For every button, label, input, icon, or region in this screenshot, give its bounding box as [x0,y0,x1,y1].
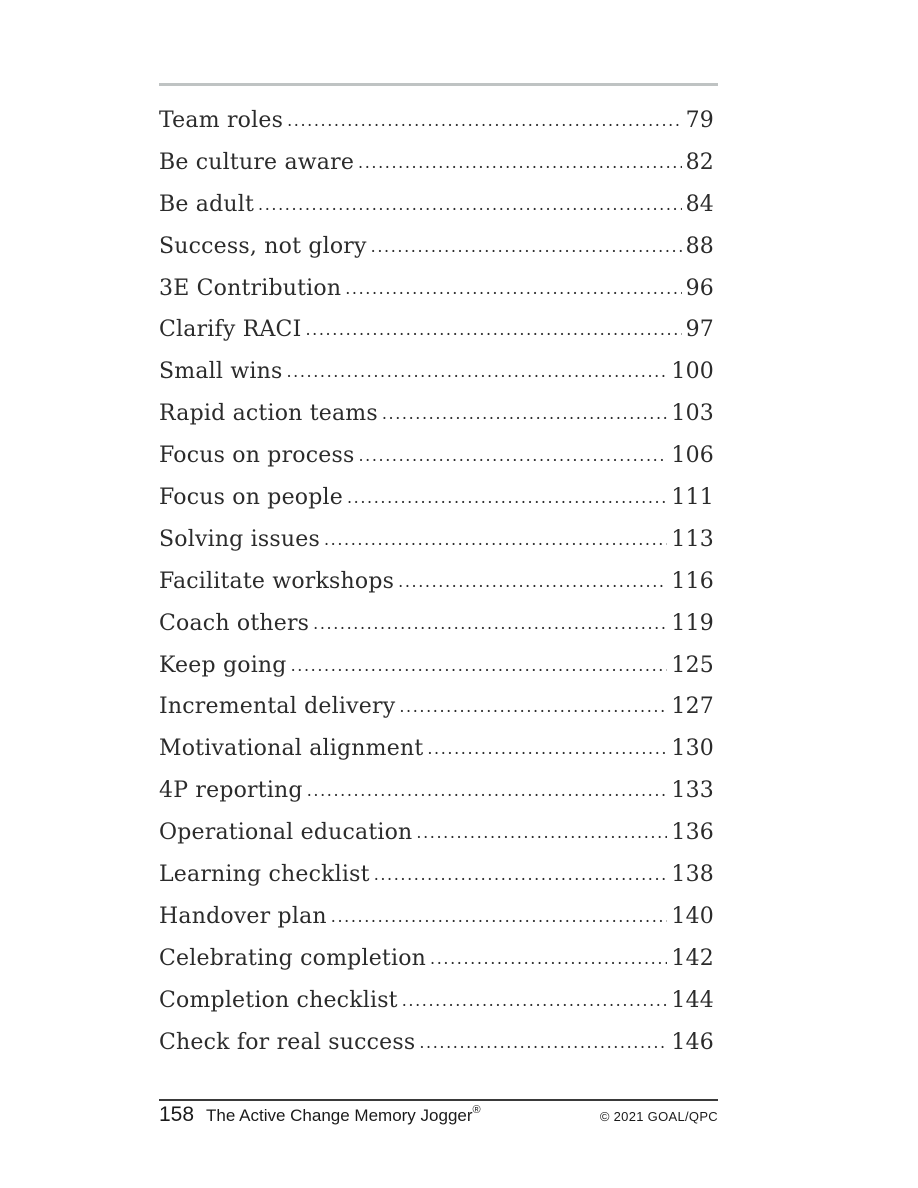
toc-entry-page: 103 [671,401,714,427]
toc-entry-page: 133 [671,778,714,804]
toc-entry-page: 100 [671,359,714,385]
toc-dot-leader [371,226,682,268]
toc-entry-title: Facilitate workshops [159,568,395,594]
toc-entry-title: Rapid action teams [159,401,378,427]
toc-dot-leader [358,142,682,184]
toc-entry-title: Motivational alignment [159,736,424,762]
toc-entry-title: Focus on people [159,485,343,511]
toc-entry-page: 142 [671,945,714,971]
toc-dot-leader [402,980,668,1022]
toc-entry-title: Check for real success [159,1029,416,1055]
toc-entry [159,268,714,310]
page-footer [159,1103,718,1133]
toc-entry [159,142,714,184]
toc-entry-title: 3E Contribution [159,275,342,301]
toc-entry [159,435,714,477]
toc-entry [159,100,714,142]
toc-entry-title: Solving issues [159,526,320,552]
toc-entry-title: Operational education [159,820,413,846]
toc-entry [159,519,714,561]
toc-dot-leader [258,184,682,226]
toc-entry [159,184,714,226]
toc-entry-page: 146 [671,1029,714,1055]
toc-dot-leader [416,812,667,854]
registered-mark: ® [472,1104,481,1116]
toc-entry-title: Keep going [159,652,287,678]
toc-entry-page: 88 [685,233,714,259]
toc-dot-leader [307,770,668,812]
toc-dot-leader [358,435,667,477]
toc-dot-leader [331,896,668,938]
toc-entry-title: Clarify RACI [159,317,302,343]
toc-entry-page: 106 [671,443,714,469]
toc-dot-leader [324,519,667,561]
toc-entry-title: Coach others [159,610,310,636]
toc-dot-leader [419,1022,667,1064]
table-of-contents [159,100,714,1063]
toc-entry-title: Incremental delivery [159,694,396,720]
toc-entry-page: 84 [685,191,714,217]
toc-dot-leader [345,268,681,310]
toc-dot-leader [399,686,667,728]
toc-dot-leader [430,938,667,980]
book-title-text: The Active Change Memory Jogger [206,1106,473,1125]
toc-entry-title: Handover plan [159,903,327,929]
toc-dot-leader [382,393,668,435]
toc-entry-title: 4P reporting [159,778,303,804]
toc-entry-title: Be culture aware [159,149,355,175]
toc-entry [159,309,714,351]
toc-entry-page: 127 [671,694,714,720]
toc-dot-leader [287,100,682,142]
toc-dot-leader [398,561,667,603]
toc-entry-page: 96 [685,275,714,301]
footer-copyright: © 2021 GOAL/QPC [599,1109,718,1124]
toc-entry-page: 97 [685,317,714,343]
toc-entry [159,477,714,519]
toc-entry-title: Team roles [159,108,284,133]
toc-dot-leader [291,645,668,687]
toc-entry [159,645,714,687]
toc-entry-page: 116 [671,568,714,594]
toc-entry-title: Small wins [159,359,283,385]
toc-entry-title: Success, not glory [159,233,367,259]
toc-entry-page: 140 [671,903,714,929]
toc-entry-title: Celebrating completion [159,945,427,971]
toc-entry-page: 144 [671,987,714,1013]
toc-entry-page: 113 [671,526,714,552]
toc-entry [159,854,714,896]
toc-entry [159,938,714,980]
toc-entry-title: Be adult [159,191,255,217]
toc-entry [159,770,714,812]
toc-entry [159,603,714,645]
toc-entry-page: 119 [671,610,714,636]
toc-entry-title: Learning checklist [159,862,370,888]
toc-entry-title: Completion checklist [159,987,398,1013]
toc-entry-page: 138 [671,862,714,888]
toc-entry-page: 125 [671,652,714,678]
toc-entry [159,393,714,435]
toc-entry-page: 82 [685,149,714,175]
toc-entry [159,226,714,268]
toc-dot-leader [427,728,667,770]
toc-entry [159,812,714,854]
toc-entry-title: Focus on process [159,443,355,469]
toc-entry-page: 111 [671,485,714,511]
toc-entry-page: 136 [671,820,714,846]
footer-page-number: 158 [159,1103,195,1126]
toc-entry [159,728,714,770]
toc-entry [159,686,714,728]
toc-dot-leader [374,854,668,896]
footer-book-title [206,1106,481,1126]
top-divider [159,83,718,86]
toc-dot-leader [347,477,667,519]
toc-entry-page: 79 [685,108,714,133]
toc-entry [159,561,714,603]
toc-entry [159,351,714,393]
toc-dot-leader [305,309,681,351]
toc-dot-leader [313,603,667,645]
toc-entry [159,896,714,938]
footer-divider [159,1099,718,1101]
toc-entry [159,1022,714,1064]
toc-entry [159,980,714,1022]
toc-dot-leader [286,351,667,393]
toc-entry-page: 130 [671,736,714,762]
